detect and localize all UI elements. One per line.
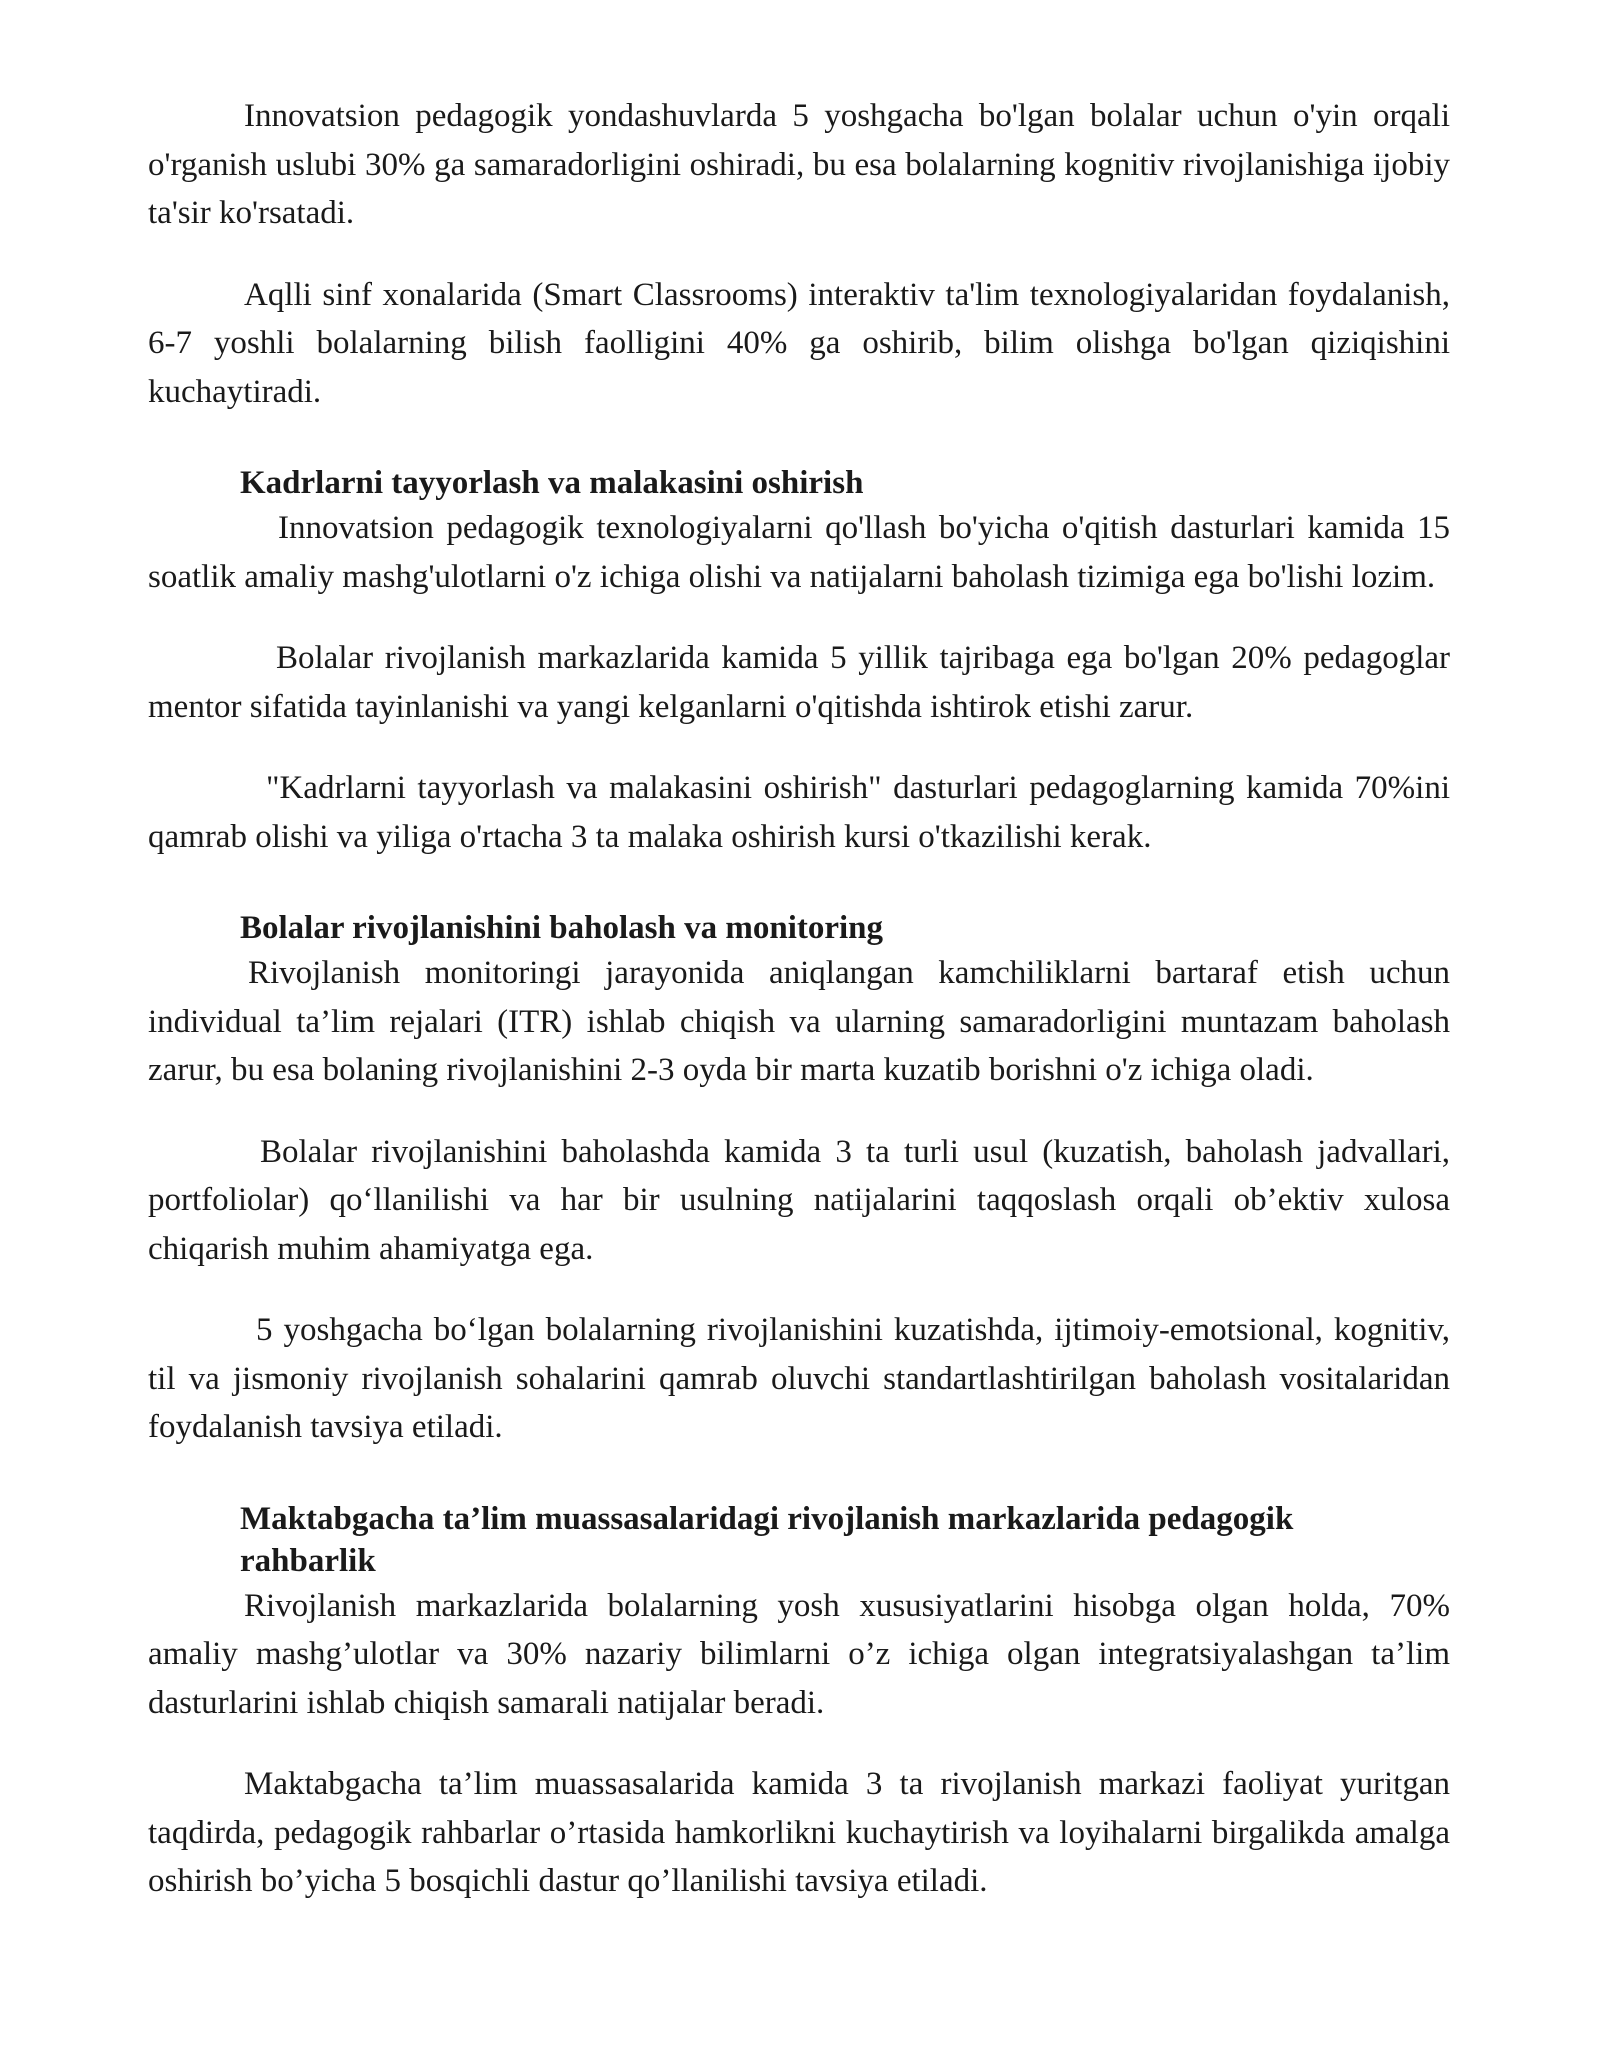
paragraph-coverage: "Kadrlarni tayyorlash va malakasini oshirish" dasturlari pedagoglarning kamida 70%ini qamrab olishi va yiliga o'rtacha 3 ta malaka oshirish kursi o'tkazilishi kerak. [148,770,1450,855]
heading-pedagogical-leadership: Maktabgacha ta’lim muassasalaridagi rivojlanish markazlarida pedagogik rahbarlik [240,1500,1294,1579]
paragraph-assessment-methods: Bolalar rivojlanishini baholashda kamida 3 ta turli usul (kuzatish, baholash jadvallari, portfoliolar) qo‘llanilishi va har bir usulning natijalarini taqqoslash orqali ob’ektiv xulosa chiqarish muhim ahamiyatga ega. [148,1133,1450,1267]
paragraph-training-programs: Innovatsion pedagogik texnologiyalarni qo'llash bo'yicha o'qitish dasturlari kamida 15 soatlik amaliy mashg'ulotlarni o'z ichiga olishi va natijalarni baholash tizimiga ega bo'lishi lozim. [148,510,1450,595]
paragraph-integrated-programs: Rivojlanish markazlarida bolalarning yosh xususiyatlarini hisobga olgan holda, 70% amaliy mashg’ulotlar va 30% nazariy bilimlarni o’z ichiga olgan integratsiyalashgan ta’lim dasturlarini ishlab chiqish samarali natijalar beradi. [148,1587,1450,1721]
paragraph-mentors: Bolalar rivojlanish markazlarida kamida 5 yillik tajribaga ega bo'lgan 20% pedagoglar mentor sifatida tayinlanishi va yangi kelganlarni o'qitishda ishtirok etishi zarur. [148,640,1450,725]
heading-development-assessment: Bolalar rivojlanishini baholash va monitoring [240,910,884,946]
document-body [148,92,1450,1906]
paragraph-individual-plans: Rivojlanish monitoringi jarayonida aniqlangan kamchiliklarni bartaraf etish uchun individual ta’lim rejalari (ITR) ishlab chiqish va ularning samaradorligini muntazam baholash zarur, bu esa bolaning rivojlanishini 2-3 oyda bir marta kuzatib borishni o'z ichiga oladi. [148,955,1450,1088]
paragraph-smart-classrooms: Aqlli sinf xonalarida (Smart Classrooms) interaktiv ta'lim texnologiyalaridan foydalanish, 6-7 yoshli bolalarning bilish faolligini 40% ga oshirib, bilim olishga bo'lgan qiziqishini kuchaytiradi. [148,276,1450,410]
paragraph-collaboration: Maktabgacha ta’lim muassasalarida kamida 3 ta rivojlanish markazi faoliyat yuritgan taqdirda, pedagogik rahbarlar o’rtasida hamkorlikni kuchaytirish va loyihalarni birgalikda amalga oshirish bo’yicha 5 bosqichli dastur qo’llanilishi tavsiya etiladi. [148,1766,1450,1899]
paragraph-play-based-learning: Innovatsion pedagogik yondashuvlarda 5 yoshgacha bo'lgan bolalar uchun o'yin orqali o'rganish uslubi 30% ga samaradorligini oshiradi, bu esa bolalarning kognitiv rivojlanishiga ijobiy ta'sir ko'rsatadi. [148,98,1450,231]
paragraph-standardized-tools: 5 yoshgacha bo‘lgan bolalarning rivojlanishini kuzatishda, ijtimoiy-emotsional, kognitiv, til va jismoniy rivojlanish sohalarini qamrab oluvchi standartlashtirilgan baholash vositalaridan foydalanish tavsiya etiladi. [148,1312,1450,1445]
heading-staff-training: Kadrlarni tayyorlash va malakasini oshirish [240,465,864,501]
